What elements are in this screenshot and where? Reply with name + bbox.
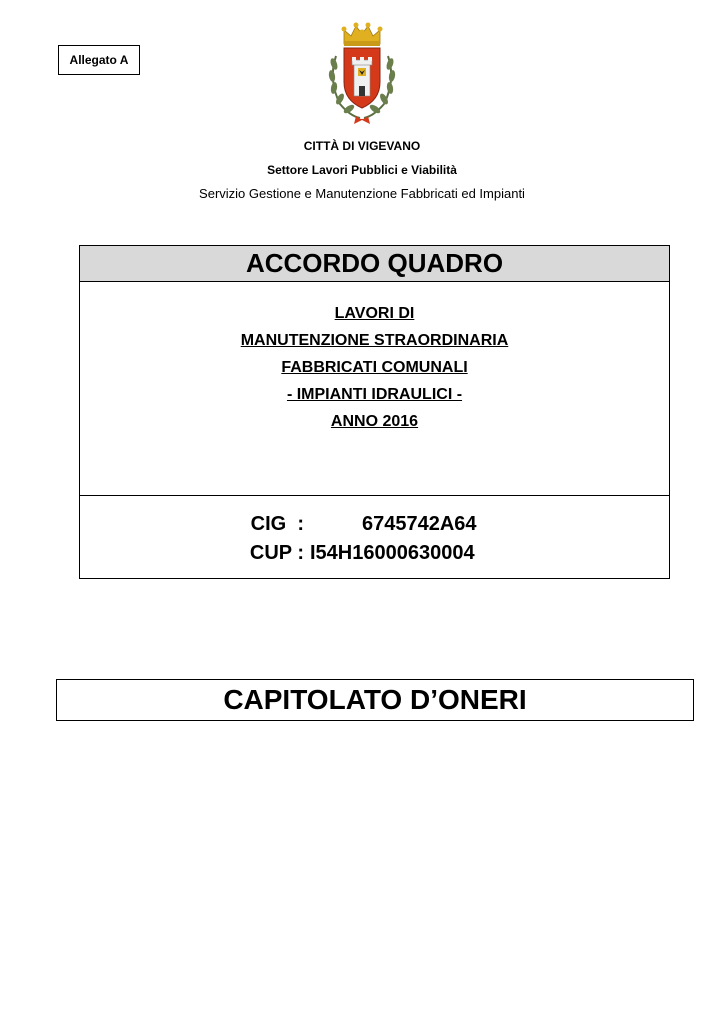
annex-label-box — [58, 45, 140, 75]
works-line: LAVORI DI — [334, 305, 415, 322]
city-name: CITTÀ DI VIGEVANO — [303, 139, 421, 153]
cig-label: CIG : — [250, 513, 304, 535]
annex-label: Allegato A — [69, 53, 129, 67]
cup-row — [80, 539, 669, 568]
vigevano-coat-of-arms-icon — [322, 20, 402, 130]
works-line: ANNO 2016 — [330, 413, 419, 430]
cig-value: 6745742A64 — [362, 513, 477, 535]
accordo-quadro-title: ACCORDO QUADRO — [80, 246, 669, 282]
works-line: MANUTENZIONE STRAORDINARIA — [240, 332, 509, 349]
works-line: FABBRICATI COMUNALI — [281, 359, 468, 376]
cup-value: I54H16000630004 — [310, 542, 475, 564]
service-name: Servizio Gestione e Manutenzione Fabbricati ed Impianti — [199, 186, 525, 201]
cup-label: CUP : — [249, 542, 304, 564]
sector-name: Settore Lavori Pubblici e Viabilità — [267, 163, 457, 177]
works-description — [80, 282, 669, 496]
capitolato-title: CAPITOLATO D’ONERI — [223, 684, 527, 715]
accordo-quadro-box — [79, 245, 670, 579]
cig-row — [80, 510, 669, 539]
works-line: - IMPIANTI IDRAULICI - — [286, 386, 463, 403]
capitolato-box — [56, 679, 694, 721]
codes-section — [80, 496, 669, 568]
